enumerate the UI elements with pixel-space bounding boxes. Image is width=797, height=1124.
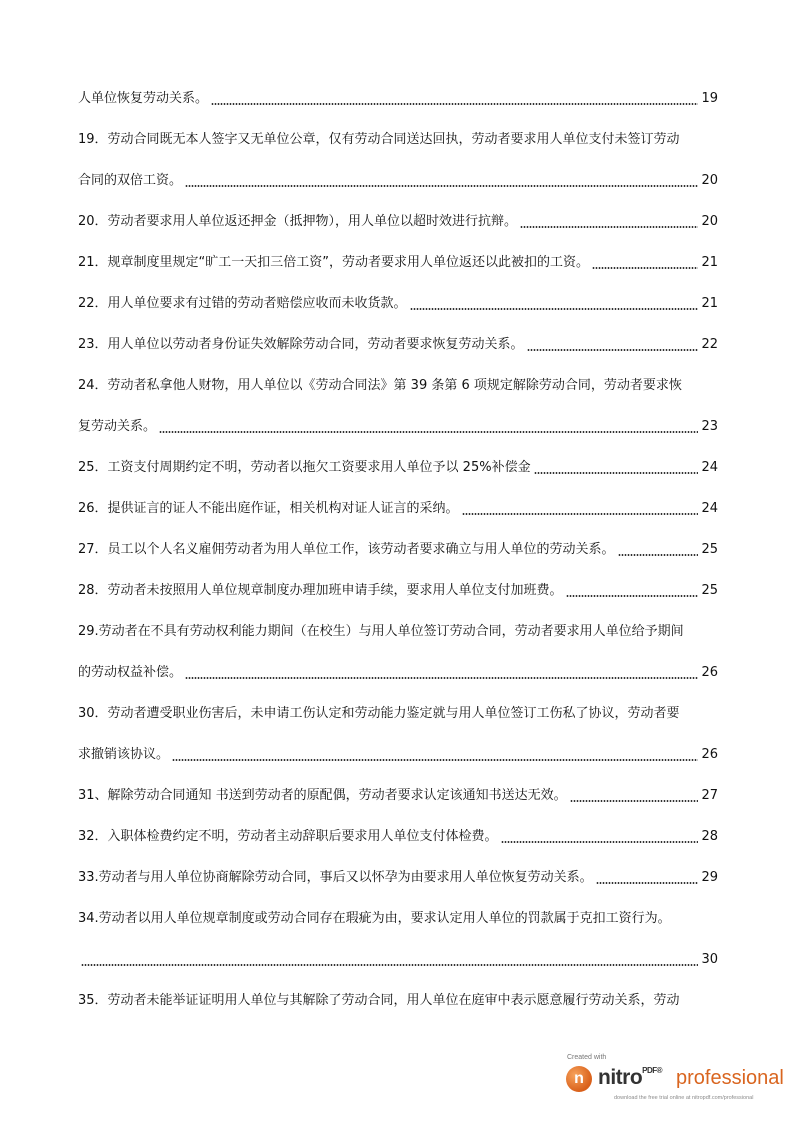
toc-line (78, 406, 718, 447)
toc-page-number: 22 (701, 337, 718, 352)
toc-entry-text: 19．劳动合同既无本人签字又无单位公章，仅有劳动合同送达回执，劳动者要求用人单位支付未签订劳动 (78, 132, 680, 147)
nitro-brand (598, 1066, 662, 1090)
nitro-tagline: download the free trial online at nitropdf.com/professional (614, 1095, 754, 1101)
toc-line (78, 488, 718, 529)
toc-entry-text: 34.劳动者以用人单位规章制度或劳动合同存在瑕疵为由，要求认定用人单位的罚款属于克扣工资行为。 (78, 911, 671, 926)
nitro-logo-icon: n (566, 1066, 592, 1092)
leader-dots (592, 267, 698, 269)
leader-dots (596, 882, 699, 884)
created-with-label: Created with (567, 1054, 607, 1061)
toc-line (78, 78, 718, 119)
toc-line (78, 980, 718, 1021)
leader-dots (185, 185, 698, 187)
leader-dots (185, 677, 698, 679)
toc-line (78, 857, 718, 898)
brand-superscript: PDF® (642, 1066, 663, 1075)
toc-entry-text: 22．用人单位要求有过错的劳动者赔偿应收而未收货款。 (78, 296, 407, 311)
toc-line (78, 529, 718, 570)
toc-page-number: 26 (701, 665, 718, 680)
toc-entry-text: 的劳动权益补偿。 (78, 665, 183, 680)
toc-page-number: 28 (701, 829, 718, 844)
toc-entry-text: 25．工资支付周期约定不明，劳动者以拖欠工资要求用人单位予以 25%补偿金 (78, 460, 531, 475)
toc-entry-text: 33.劳动者与用人单位协商解除劳动合同，事后又以怀孕为由要求用人单位恢复劳动关系。 (78, 870, 593, 885)
toc-line (78, 693, 718, 734)
toc-line (78, 242, 718, 283)
toc-entry-text: 32．入职体检费约定不明，劳动者主动辞职后要求用人单位支付体检费。 (78, 829, 498, 844)
toc-line (78, 119, 718, 160)
table-of-contents (78, 78, 718, 1021)
toc-page-number: 26 (701, 747, 718, 762)
toc-page-number: 20 (701, 214, 718, 229)
product-name: professional (676, 1067, 784, 1089)
toc-entry-text: 24．劳动者私拿他人财物，用人单位以《劳动合同法》第 39 条第 6 项规定解除劳动合同，劳动者要求恢 (78, 378, 682, 393)
toc-entry-text: 35．劳动者未能举证证明用人单位与其解除了劳动合同，用人单位在庭审中表示愿意履行劳动关系，劳动 (78, 993, 680, 1008)
leader-dots (618, 554, 699, 556)
leader-dots (159, 431, 698, 433)
toc-entry-text: 复劳动关系。 (78, 419, 157, 434)
toc-page-number: 23 (701, 419, 718, 434)
toc-entry-text: 合同的双倍工资。 (78, 173, 183, 188)
toc-entry-text: 20．劳动者要求用人单位返还押金（抵押物），用人单位以超时效进行抗辩。 (78, 214, 518, 229)
toc-entry-text: 23．用人单位以劳动者身份证失效解除劳动合同，劳动者要求恢复劳动关系。 (78, 337, 524, 352)
leader-dots (501, 841, 699, 843)
toc-page-number: 25 (701, 542, 718, 557)
toc-entry-text: 求撤销该协议。 (78, 747, 170, 762)
brand-name: nitro (598, 1066, 643, 1089)
toc-line (78, 734, 718, 775)
leader-dots (211, 103, 698, 105)
toc-entry-text: 27．员工以个人名义雇佣劳动者为用人单位工作，该劳动者要求确立与用人单位的劳动关系。 (78, 542, 615, 557)
toc-line (78, 365, 718, 406)
toc-line (78, 160, 718, 201)
toc-line (78, 201, 718, 242)
toc-line (78, 775, 718, 816)
toc-entry-text: 26．提供证言的证人不能出庭作证，相关机构对证人证言的采纳。 (78, 501, 459, 516)
toc-entry-text: 28．劳动者未按照用人单位规章制度办理加班申请手续，要求用人单位支付加班费。 (78, 583, 563, 598)
toc-page-number: 24 (701, 460, 718, 475)
toc-line (78, 816, 718, 857)
toc-page-number: 20 (701, 173, 718, 188)
toc-page-number: 24 (701, 501, 718, 516)
leader-dots (462, 513, 699, 515)
leader-dots (172, 759, 698, 761)
toc-page-number: 29 (701, 870, 718, 885)
toc-line (78, 898, 718, 939)
toc-page-number: 21 (701, 255, 718, 270)
toc-page-number: 19 (701, 91, 718, 106)
leader-dots (534, 472, 699, 474)
toc-line (78, 570, 718, 611)
toc-page-number: 25 (701, 583, 718, 598)
nitro-watermark (566, 1054, 794, 1104)
toc-line (78, 447, 718, 488)
leader-dots (410, 308, 699, 310)
leader-dots (81, 964, 698, 966)
toc-page-number: 30 (701, 952, 718, 967)
toc-page-number: 27 (701, 788, 718, 803)
toc-line (78, 324, 718, 365)
toc-line (78, 611, 718, 652)
leader-dots (527, 349, 699, 351)
toc-page-number: 21 (701, 296, 718, 311)
toc-line (78, 652, 718, 693)
leader-dots (566, 595, 699, 597)
leader-dots (520, 226, 698, 228)
toc-entry-text: 21．规章制度里规定“旷工一天扣三倍工资”，劳动者要求用人单位返还以此被扣的工资。 (78, 255, 590, 270)
leader-dots (570, 800, 699, 802)
toc-line (78, 283, 718, 324)
toc-entry-text: 29.劳动者在不具有劳动权利能力期间（在校生）与用人单位签订劳动合同，劳动者要求用人单位给予期间 (78, 624, 684, 639)
toc-line (78, 939, 718, 980)
toc-entry-text: 31、解除劳动合同通知 书送到劳动者的原配偶，劳动者要求认定该通知书送达无效。 (78, 788, 567, 803)
toc-entry-text: 人单位恢复劳动关系。 (78, 91, 209, 106)
toc-entry-text: 30．劳动者遭受职业伤害后，未申请工伤认定和劳动能力鉴定就与用人单位签订工伤私了协议，劳动者要 (78, 706, 680, 721)
